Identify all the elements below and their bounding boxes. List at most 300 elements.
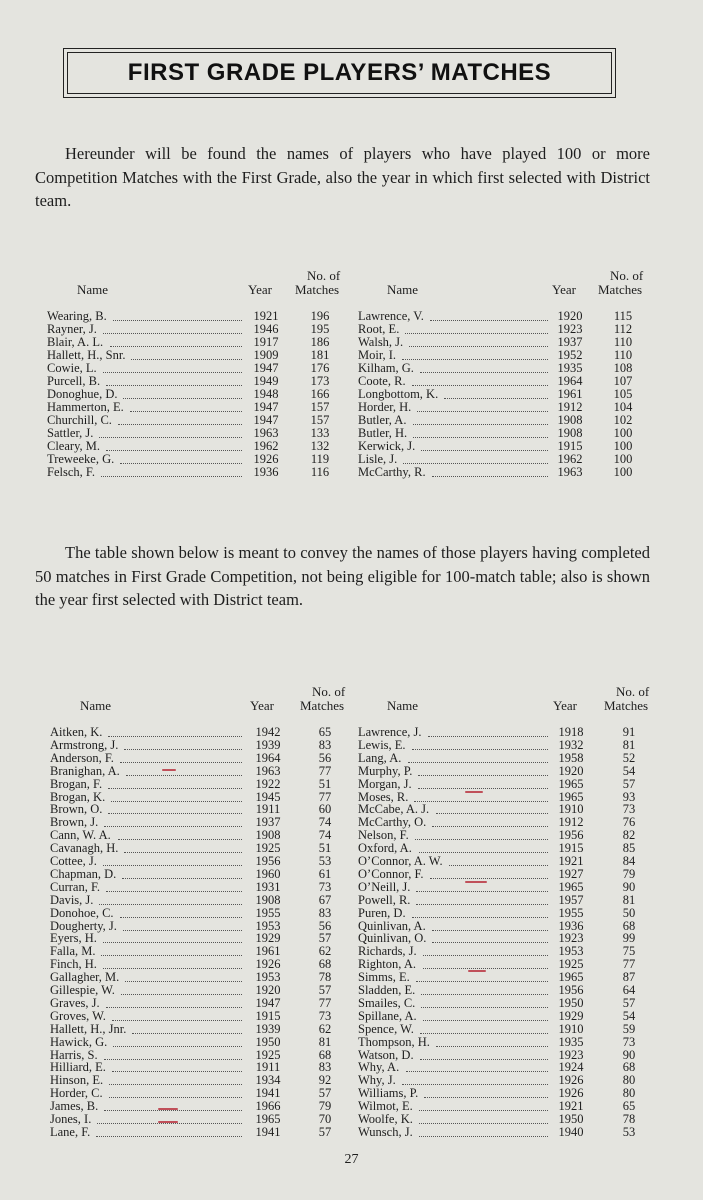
dot-leader xyxy=(423,1020,548,1021)
table-row xyxy=(0,453,703,466)
matches-count: 186 xyxy=(310,335,330,349)
intro-paragraph: Hereunder will be found the names of players who have played 100 or more Competition Matches with the First Grade, also the year in which first selected with District team. xyxy=(35,144,650,210)
first-selected-year: 1955 xyxy=(558,905,584,920)
dot-leader xyxy=(402,1084,548,1085)
first-selected-year: 1950 xyxy=(558,1112,584,1126)
matches-count: 80 xyxy=(622,1086,636,1101)
dot-leader xyxy=(413,424,548,425)
player-name: Kilham, G. xyxy=(358,361,414,375)
table-row xyxy=(0,1126,703,1139)
dot-leader xyxy=(418,788,548,789)
table-row xyxy=(0,440,703,453)
first-selected-year: 1920 xyxy=(255,983,281,997)
matches-count: 76 xyxy=(622,815,636,830)
matches-count: 70 xyxy=(318,1112,332,1126)
page-title: FIRST GRADE PLAYERS’ MATCHES xyxy=(127,59,552,86)
first-selected-year: 1952 xyxy=(557,348,583,362)
dot-leader xyxy=(444,398,548,399)
table-row xyxy=(0,803,703,816)
first-selected-year: 1937 xyxy=(255,815,281,830)
player-name: Curran, F. xyxy=(50,879,101,894)
first-selected-year: 1941 xyxy=(255,1124,281,1139)
table-row xyxy=(0,726,703,739)
matches-count: 74 xyxy=(318,828,332,843)
player-name: Root, E. xyxy=(358,322,400,336)
dot-leader xyxy=(421,1007,548,1008)
matches-count: 73 xyxy=(622,1034,636,1049)
player-name: Cottee, J. xyxy=(50,854,97,868)
player-name: Sladden, E. xyxy=(358,983,416,997)
player-name: Hallett, H., Jnr. xyxy=(50,1021,127,1036)
pen-mark xyxy=(158,1108,178,1110)
player-name: Armstrong, J. xyxy=(50,737,119,752)
player-name: Righton, A. xyxy=(358,957,416,972)
pen-mark xyxy=(468,970,486,972)
first-selected-year: 1957 xyxy=(558,892,584,907)
table-row xyxy=(0,932,703,945)
table-row xyxy=(0,1074,703,1087)
first-selected-year: 1947 xyxy=(255,995,281,1010)
player-name: Lawrence, J. xyxy=(358,725,422,739)
matches-count: 133 xyxy=(310,426,330,440)
pen-mark xyxy=(465,791,483,793)
first-selected-year: 1934 xyxy=(255,1073,281,1088)
first-selected-year: 1942 xyxy=(255,725,281,739)
matches-count: 57 xyxy=(622,776,636,791)
first-selected-year: 1947 xyxy=(253,361,279,375)
player-name: Cavanagh, H. xyxy=(50,841,119,856)
first-selected-year: 1960 xyxy=(255,866,281,881)
matches-count: 54 xyxy=(622,763,636,778)
player-name: Harris, S. xyxy=(50,1047,98,1062)
matches-count: 75 xyxy=(622,944,636,959)
matches-count: 57 xyxy=(318,931,332,946)
first-selected-year: 1926 xyxy=(558,1073,584,1088)
player-name: Eyers, H. xyxy=(50,931,97,946)
matches-count: 57 xyxy=(622,995,636,1010)
matches-count: 65 xyxy=(318,725,332,739)
matches-count: 110 xyxy=(613,348,633,362)
table-row xyxy=(0,868,703,881)
first-selected-year: 1963 xyxy=(557,465,583,479)
dot-leader xyxy=(420,372,548,373)
first-selected-year: 1947 xyxy=(253,400,279,414)
first-selected-year: 1950 xyxy=(558,995,584,1010)
player-name: Brown, O. xyxy=(50,802,103,817)
player-name: Cleary, M. xyxy=(47,439,100,453)
dot-leader xyxy=(428,736,548,737)
player-name: Longbottom, K. xyxy=(358,387,439,401)
dot-leader xyxy=(423,955,548,956)
first-selected-year: 1929 xyxy=(255,931,281,946)
matches-count: 57 xyxy=(318,983,332,997)
table-row xyxy=(0,842,703,855)
matches-count: 116 xyxy=(310,465,330,479)
player-name: Donoghue, D. xyxy=(47,387,118,401)
first-selected-year: 1915 xyxy=(558,841,584,856)
player-name: Coote, R. xyxy=(358,374,406,388)
first-selected-year: 1953 xyxy=(255,918,281,933)
column-header-matches-line2: Matches xyxy=(300,698,345,713)
player-name: Brogan, F. xyxy=(50,776,103,791)
dot-leader xyxy=(423,968,548,969)
matches-count: 85 xyxy=(622,841,636,856)
first-selected-year: 1961 xyxy=(557,387,583,401)
table-row xyxy=(0,1113,703,1126)
matches-count: 56 xyxy=(318,918,332,933)
player-name: Donohoe, C. xyxy=(50,905,114,920)
first-selected-year: 1956 xyxy=(255,854,281,868)
matches-count: 64 xyxy=(622,983,636,997)
first-selected-year: 1953 xyxy=(255,970,281,985)
player-name: Wunsch, J. xyxy=(358,1124,413,1139)
matches-count: 104 xyxy=(613,400,633,414)
matches-count: 77 xyxy=(318,789,332,804)
player-name: Butler, H. xyxy=(358,426,408,440)
first-selected-year: 1962 xyxy=(253,439,279,453)
player-name: McCarthy, O. xyxy=(358,815,427,830)
first-selected-year: 1932 xyxy=(558,737,584,752)
dot-leader xyxy=(402,359,548,360)
first-selected-year: 1931 xyxy=(255,879,281,894)
table-row xyxy=(0,920,703,933)
second-intro-paragraph: The table shown below is meant to convey the names of those players having completed 50 matches in First Grade Competition, not being eligible for 100-match table; also is shown the year first selected with District team. xyxy=(35,543,650,609)
first-selected-year: 1956 xyxy=(558,828,584,843)
matches-count: 78 xyxy=(318,970,332,985)
player-name: Butler, A. xyxy=(358,413,407,427)
player-name: Thompson, H. xyxy=(358,1034,430,1049)
player-name: McCabe, A. J. xyxy=(358,802,430,817)
table-row xyxy=(0,323,703,336)
first-selected-year: 1948 xyxy=(253,387,279,401)
table-row xyxy=(0,752,703,765)
player-name: Oxford, A. xyxy=(358,841,412,856)
table-row xyxy=(0,1061,703,1074)
matches-count: 53 xyxy=(622,1124,636,1139)
matches-count: 157 xyxy=(310,413,330,427)
player-name: Spillane, A. xyxy=(358,1008,417,1023)
matches-count: 81 xyxy=(622,737,636,752)
matches-count: 73 xyxy=(622,802,636,817)
first-selected-year: 1950 xyxy=(255,1034,281,1049)
first-selected-year: 1908 xyxy=(255,828,281,843)
player-name: Moir, I. xyxy=(358,348,397,362)
dot-leader xyxy=(409,346,548,347)
column-header-matches-line1: No. of xyxy=(616,684,650,699)
table-row xyxy=(0,427,703,440)
first-selected-year: 1953 xyxy=(558,944,584,959)
player-name: Woolfe, K. xyxy=(358,1112,413,1126)
matches-count: 51 xyxy=(318,841,332,856)
table-row xyxy=(0,362,703,375)
dot-leader xyxy=(418,775,548,776)
column-header-name: Name xyxy=(80,698,112,713)
matches-count: 61 xyxy=(318,866,332,881)
table-row xyxy=(0,855,703,868)
player-name: Lisle, J. xyxy=(358,452,398,466)
player-name: Cann, W. A. xyxy=(50,828,111,843)
table-row xyxy=(0,1023,703,1036)
table-row xyxy=(0,1010,703,1023)
first-selected-year: 1920 xyxy=(557,309,583,323)
matches-count: 132 xyxy=(310,439,330,453)
first-selected-year: 1908 xyxy=(557,413,583,427)
first-selected-year: 1912 xyxy=(557,400,583,414)
first-selected-year: 1911 xyxy=(255,1060,281,1075)
first-selected-year: 1940 xyxy=(558,1124,584,1139)
first-selected-year: 1917 xyxy=(253,335,279,349)
matches-count: 78 xyxy=(622,1112,636,1126)
first-selected-year: 1941 xyxy=(255,1086,281,1101)
matches-count: 90 xyxy=(622,879,636,894)
player-name: Gallagher, M. xyxy=(50,970,120,985)
matches-count: 62 xyxy=(318,1021,332,1036)
matches-count: 79 xyxy=(318,1099,332,1114)
player-name: Cowie, L. xyxy=(47,361,97,375)
column-header-matches-line1: No. of xyxy=(610,268,644,283)
dot-leader xyxy=(405,333,548,334)
first-selected-year: 1955 xyxy=(255,905,281,920)
matches-count: 100 xyxy=(613,439,633,453)
dot-leader xyxy=(430,320,548,321)
player-name: Wilmot, E. xyxy=(358,1099,413,1114)
matches-count: 68 xyxy=(318,957,332,972)
first-selected-year: 1923 xyxy=(558,1047,584,1062)
table-row xyxy=(0,401,703,414)
first-selected-year: 1946 xyxy=(253,322,279,336)
player-name: O’Neill, J. xyxy=(358,879,411,894)
title-box xyxy=(63,48,616,98)
first-selected-year: 1921 xyxy=(558,854,584,868)
column-header-year: Year xyxy=(553,698,577,713)
matches-count: 59 xyxy=(622,1021,636,1036)
dot-leader xyxy=(403,463,548,464)
player-name: Smailes, C. xyxy=(358,995,416,1010)
player-name: Davis, J. xyxy=(50,892,94,907)
matches-count: 81 xyxy=(318,1034,332,1049)
first-selected-year: 1939 xyxy=(255,737,281,752)
first-selected-year: 1945 xyxy=(255,789,281,804)
first-selected-year: 1965 xyxy=(558,789,584,804)
matches-count: 83 xyxy=(318,905,332,920)
matches-count: 100 xyxy=(613,465,633,479)
matches-count: 119 xyxy=(310,452,330,466)
first-selected-year: 1949 xyxy=(253,374,279,388)
player-name: Powell, R. xyxy=(358,892,411,907)
player-name: Treweeke, G. xyxy=(47,452,115,466)
dot-leader xyxy=(419,1110,548,1111)
matches-count: 77 xyxy=(318,995,332,1010)
player-name: Hallett, H., Snr. xyxy=(47,348,126,362)
dot-leader xyxy=(419,1136,548,1137)
pen-mark xyxy=(465,881,487,883)
pen-mark xyxy=(158,1121,178,1123)
matches-count: 79 xyxy=(622,866,636,881)
first-selected-year: 1947 xyxy=(253,413,279,427)
first-selected-year: 1925 xyxy=(255,841,281,856)
table-row xyxy=(0,907,703,920)
player-name: Lawrence, V. xyxy=(358,309,424,323)
dot-leader xyxy=(436,1046,548,1047)
column-header-year: Year xyxy=(248,282,272,297)
first-selected-year: 1964 xyxy=(557,374,583,388)
first-selected-year: 1965 xyxy=(558,879,584,894)
dot-leader xyxy=(415,839,548,840)
dot-leader xyxy=(413,437,548,438)
player-name: Walsh, J. xyxy=(358,335,404,349)
dot-leader xyxy=(432,930,548,931)
first-selected-year: 1958 xyxy=(558,750,584,765)
first-selected-year: 1918 xyxy=(558,725,584,739)
first-selected-year: 1936 xyxy=(558,918,584,933)
table-row xyxy=(0,739,703,752)
player-name: Quinlivan, O. xyxy=(358,931,427,946)
first-selected-year: 1929 xyxy=(558,1008,584,1023)
first-selected-year: 1921 xyxy=(253,309,279,323)
matches-count: 54 xyxy=(622,1008,636,1023)
first-selected-year: 1935 xyxy=(557,361,583,375)
player-name: Horder, C. xyxy=(50,1086,103,1101)
table-row xyxy=(0,765,703,778)
column-header-name: Name xyxy=(387,698,419,713)
matches-count: 176 xyxy=(310,361,330,375)
table-row xyxy=(0,466,703,479)
player-name: Why, J. xyxy=(358,1073,396,1088)
matches-count: 73 xyxy=(318,1008,332,1023)
table-row xyxy=(0,414,703,427)
dot-leader xyxy=(412,385,548,386)
column-header-name: Name xyxy=(387,282,419,297)
player-name: Nelson, F. xyxy=(358,828,409,843)
table-row xyxy=(0,310,703,323)
dot-leader xyxy=(414,801,548,802)
player-name: Aitken, K. xyxy=(50,725,103,739)
column-header-matches-line2: Matches xyxy=(604,698,649,713)
matches-count: 56 xyxy=(318,750,332,765)
matches-count: 83 xyxy=(318,737,332,752)
table-row xyxy=(0,336,703,349)
player-name: Quinlivan, A. xyxy=(358,918,426,933)
dot-leader xyxy=(421,450,548,451)
page-number: 27 xyxy=(344,1152,359,1167)
matches-count: 173 xyxy=(310,374,330,388)
first-selected-year: 1911 xyxy=(255,802,281,817)
player-name: Brown, J. xyxy=(50,815,99,830)
first-selected-year: 1963 xyxy=(253,426,279,440)
matches-count: 99 xyxy=(622,931,636,946)
first-selected-year: 1963 xyxy=(255,763,281,778)
matches-count: 68 xyxy=(622,918,636,933)
player-name: Kerwick, J. xyxy=(358,439,416,453)
dot-leader xyxy=(432,826,548,827)
player-name: Purcell, B. xyxy=(47,374,101,388)
matches-count: 166 xyxy=(310,387,330,401)
player-name: Hinson, E. xyxy=(50,1073,104,1088)
first-selected-year: 1937 xyxy=(557,335,583,349)
player-name: Morgan, J. xyxy=(358,776,412,791)
first-selected-year: 1909 xyxy=(253,348,279,362)
first-selected-year: 1966 xyxy=(255,1099,281,1114)
player-name: Anderson, F. xyxy=(50,750,114,765)
matches-count: 62 xyxy=(318,944,332,959)
player-name: Wearing, B. xyxy=(47,309,107,323)
matches-count: 83 xyxy=(318,1060,332,1075)
matches-count: 65 xyxy=(622,1099,636,1114)
player-name: Hawick, G. xyxy=(50,1034,108,1049)
first-selected-year: 1965 xyxy=(558,776,584,791)
player-name: Rayner, J. xyxy=(47,322,97,336)
matches-count: 52 xyxy=(622,750,636,765)
first-selected-year: 1939 xyxy=(255,1021,281,1036)
first-selected-year: 1965 xyxy=(255,1112,281,1126)
matches-count: 51 xyxy=(318,776,332,791)
table-row xyxy=(0,375,703,388)
matches-count: 196 xyxy=(310,309,330,323)
table-row xyxy=(0,1049,703,1062)
first-selected-year: 1924 xyxy=(558,1060,584,1075)
pen-mark xyxy=(162,769,176,771)
first-selected-year: 1965 xyxy=(558,970,584,985)
column-header-matches-line2: Matches xyxy=(598,282,643,297)
table-row xyxy=(0,945,703,958)
first-selected-year: 1915 xyxy=(255,1008,281,1023)
player-name: Sattler, J. xyxy=(47,426,94,440)
first-selected-year: 1908 xyxy=(557,426,583,440)
table-row xyxy=(0,816,703,829)
table-row xyxy=(0,791,703,804)
matches-count: 77 xyxy=(622,957,636,972)
matches-count: 102 xyxy=(613,413,633,427)
player-name: Hammerton, E. xyxy=(47,400,124,414)
player-name: Blair, A. L. xyxy=(47,335,104,349)
dot-leader xyxy=(432,942,548,943)
table-row xyxy=(0,778,703,791)
table-row xyxy=(0,997,703,1010)
first-selected-year: 1923 xyxy=(557,322,583,336)
matches-count: 60 xyxy=(318,802,332,817)
matches-count: 107 xyxy=(613,374,633,388)
matches-count: 157 xyxy=(310,400,330,414)
player-name: Richards, J. xyxy=(358,944,417,959)
matches-count: 68 xyxy=(622,1060,636,1075)
dot-leader xyxy=(412,917,548,918)
first-selected-year: 1925 xyxy=(558,957,584,972)
dot-leader xyxy=(420,1059,548,1060)
player-name: O’Connor, A. W. xyxy=(358,854,443,868)
dot-leader xyxy=(416,981,548,982)
first-selected-year: 1912 xyxy=(558,815,584,830)
player-name: Puren, D. xyxy=(358,905,406,920)
matches-count: 181 xyxy=(310,348,330,362)
player-name: Graves, J. xyxy=(50,995,100,1010)
player-name: Moses, R. xyxy=(358,789,409,804)
matches-count: 115 xyxy=(613,309,633,323)
player-name: Falla, M. xyxy=(50,944,96,959)
matches-count: 68 xyxy=(318,1047,332,1062)
player-name: Williams, P. xyxy=(358,1086,419,1101)
first-selected-year: 1910 xyxy=(558,1021,584,1036)
column-header-year: Year xyxy=(552,282,576,297)
table-row xyxy=(0,1087,703,1100)
player-name: Lang, A. xyxy=(358,750,402,765)
matches-count: 73 xyxy=(318,879,332,894)
player-name: O’Connor, F. xyxy=(358,866,424,881)
dot-leader xyxy=(406,1071,548,1072)
first-selected-year: 1926 xyxy=(558,1086,584,1101)
dot-leader xyxy=(408,762,548,763)
player-name: Simms, E. xyxy=(358,970,410,985)
player-name: Gillespie, W. xyxy=(50,983,115,997)
